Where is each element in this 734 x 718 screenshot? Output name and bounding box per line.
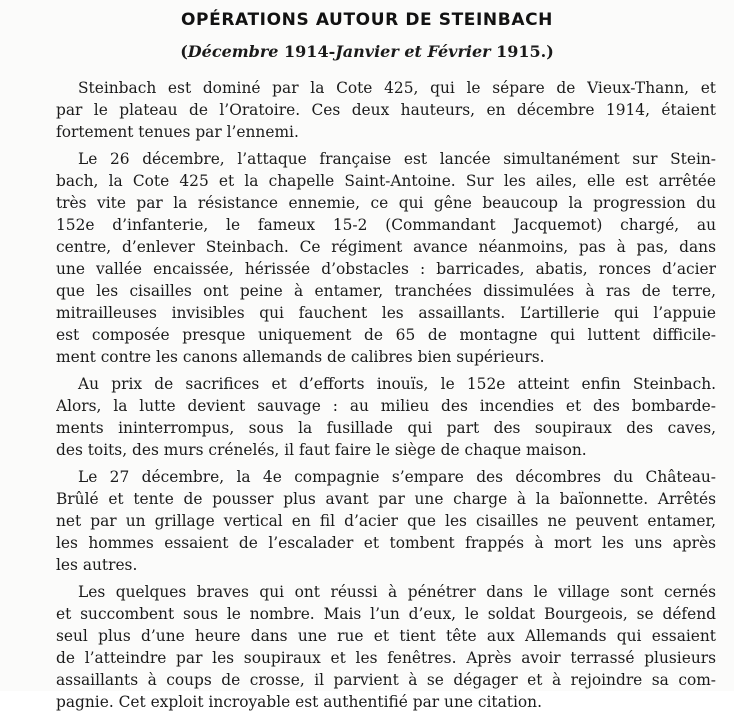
text-line: Alors, la lutte devient sauvage : au milieu des incendies et des bombarde- xyxy=(56,397,716,415)
text-line: bach, la Cote 425 et la chapelle Saint-Antoine. Sur les ailes, elle est arrêtée xyxy=(56,172,716,190)
text-line: mitrailleuses invisibles qui fauchent les assaillants. L’artillerie qui l’appuie xyxy=(56,304,716,322)
text-line: par le plateau de l’Oratoire. Ces deux hauteurs, en décembre 1914, étaient xyxy=(56,101,716,119)
paragraph xyxy=(56,466,716,576)
text-line: des toits, des murs crénelés, il faut faire le siège de chaque maison. xyxy=(56,441,587,459)
text-line: assaillants à coups de crosse, il parvient à se dégager et à rejoindre sa com- xyxy=(56,671,716,689)
text-line: très vite par la résistance ennemie, ce qui gêne beaucoup la progression du xyxy=(56,194,716,212)
text-line: Au prix de sacrifices et d’efforts inouïs, le 152e atteint enfin Steinbach. xyxy=(78,375,716,393)
page-subtitle xyxy=(0,42,734,62)
text-line: et succombent sous le nombre. Mais l’un d’eux, le soldat Bourgeois, se défend xyxy=(56,605,716,623)
text-line: une vallée encaissée, hérissée d’obstacles : barricades, abatis, ronces d’acier xyxy=(56,260,716,278)
text-line: pagnie. Cet exploit incroyable est authentifié par une citation. xyxy=(56,693,542,711)
text-line: les autres. xyxy=(56,556,138,574)
text-line: Les quelques braves qui ont réussi à pénétrer dans le village sont cernés xyxy=(78,583,716,601)
text-line: 152e d’infanterie, le fameux 15-2 (Commandant Jacquemot) chargé, au xyxy=(56,216,716,234)
text-line: net par un grillage vertical en fil d’acier que les cisailles ne peuvent entamer, xyxy=(56,512,716,530)
subtitle-open: ( xyxy=(180,42,188,61)
subtitle-close: 1915.) xyxy=(490,42,554,61)
subtitle-december: Décembre xyxy=(187,42,279,61)
text-line: est composée presque uniquement de 65 de montagne qui luttent difficile- xyxy=(56,326,716,344)
text-line: les hommes essaient de l’escalader et tombent frappés à mort les uns après xyxy=(56,534,716,552)
paragraph xyxy=(56,373,716,461)
text-line: Le 27 décembre, la 4e compagnie s’empare des décombres du Château- xyxy=(78,468,716,486)
paragraph xyxy=(56,77,716,143)
text-line: seul plus d’une heure dans une rue et tient tête aux Allemands qui essaient xyxy=(56,627,716,645)
page-title: OPÉRATIONS AUTOUR DE STEINBACH xyxy=(181,10,553,30)
subtitle-year-1914: 1914- xyxy=(278,42,336,61)
text-line: Le 26 décembre, l’attaque française est lancée simultanément sur Stein- xyxy=(78,150,716,168)
text-line: centre, d’enlever Steinbach. Ce régiment avance néanmoins, pas à pas, dans xyxy=(56,238,716,256)
text-line: fortement tenues par l’ennemi. xyxy=(56,123,299,141)
paragraph xyxy=(56,581,716,713)
text-line: Brûlé et tente de pousser plus avant par une charge à la baïonnette. Arrêtés xyxy=(56,490,716,508)
text-line: Steinbach est dominé par la Cote 425, qui le sépare de Vieux-Thann, et xyxy=(78,79,716,97)
text-line: ments ininterrompus, sous la fusillade qui part des soupiraux des caves, xyxy=(56,419,716,437)
text-line: ment contre les canons allemands de calibres bien supérieurs. xyxy=(56,348,545,366)
text-line: de l’atteindre par les soupiraux et les fenêtres. Après avoir terrassé plusieurs xyxy=(56,649,716,667)
text-line: que les cisailles ont peine à entamer, tranchées dissimulées à ras de terre, xyxy=(56,282,716,300)
paragraph xyxy=(56,148,716,368)
subtitle-january-february: Janvier et Février xyxy=(335,42,491,61)
body-text xyxy=(56,77,716,718)
